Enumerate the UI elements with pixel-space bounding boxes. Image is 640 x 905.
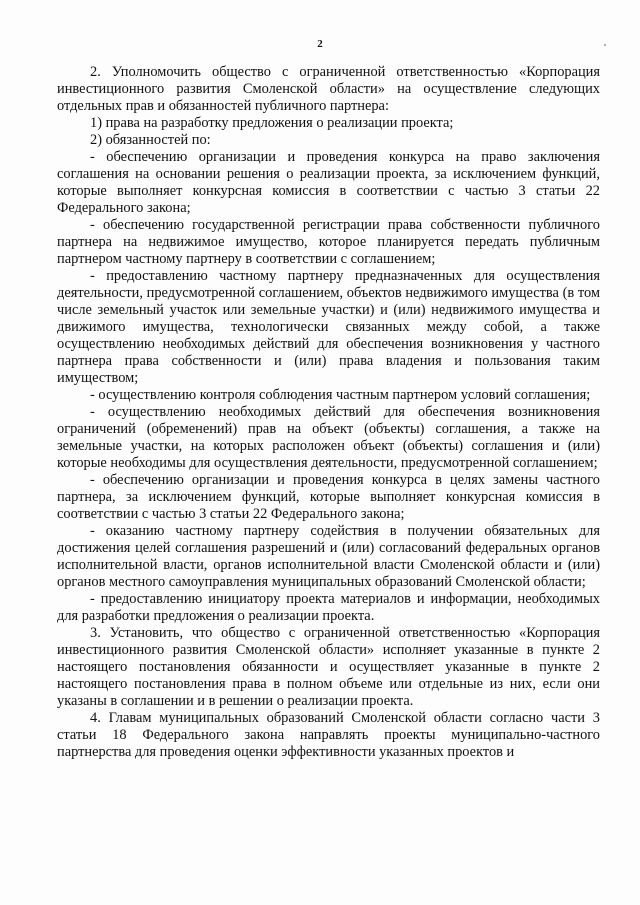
paragraph-obligation-partner-replacement: - обеспечению организации и проведения конкурса в целях замены частного партнера, за исключением функций, которые выполняет конкурсная комиссия в соответствии с частью 3 статьи 22 Федерального закона; (57, 472, 600, 522)
paragraph-obligation-provision: - предоставлению частному партнеру предназначенных для осуществления деятельности, предусмотренной соглашением, объектов недвижимого имущества (в том числе земельный участок или земельные участки) и (или) недвижимого имущества и движимого имущества, технологически связанных между собой, а также осуществлению необходимых действий для обеспечения возникновения у частного партнера права собственности и (или) права владения и пользования таким имуществом; (57, 268, 600, 386)
paragraph-clause-4: 4. Главам муниципальных образований Смоленской области согласно части 3 статьи 18 Федерального закона направлять проекты муниципально-частного партнерства для проведения оценки эффективности указанных проектов и (57, 710, 600, 760)
paragraph-rights: 1) права на разработку предложения о реализации проекта; (90, 115, 454, 131)
paragraph-obligation-materials: - предоставлению инициатору проекта материалов и информации, необходимых для разработки предложения о реализации проекта. (57, 591, 600, 624)
paragraph-obligation-competition: - обеспечению организации и проведения конкурса на право заключения соглашения на основании решения о реализации проекта, за исключением функций, которые выполняет конкурсная комиссия в соответствии с частью 3 статьи 22 Федерального закона; (57, 149, 600, 216)
paragraph-clause-2-intro: 2. Уполномочить общество с ограниченной ответственностью «Корпорация инвестиционного развития Смоленской области» на осуществление следующих отдельных прав и обязанностей публичного партнера: (57, 64, 600, 114)
paragraph-obligation-assistance: - оказанию частному партнеру содействия в получении обязательных для достижения целей соглашения разрешений и (или) согласований федеральных органов исполнительной власти, органов исполнительной власти Смоленской области и (или) органов местного самоуправления муниципальных образований Смоленской области; (57, 523, 600, 590)
paragraph-obligation-registration: - обеспечению государственной регистрации права собственности публичного партнера на недвижимое имущество, которое планируется передать публичным партнером частному партнеру в соответствии с соглашением; (57, 217, 600, 267)
document-body (57, 64, 600, 761)
paragraph-obligation-encumbrances: - осуществлению необходимых действий для обеспечения возникновения ограничений (обременений) прав на объект (объекты) соглашения, а также на земельные участки, на которых расположен объект (объекты) соглашения и (или) которые необходимы для осуществления деятельности, предусмотренной соглашением; (57, 404, 600, 471)
page-number: 2 (317, 38, 323, 50)
paragraph-obligations-heading: 2) обязанностей по: (90, 132, 211, 148)
paragraph-clause-3: 3. Установить, что общество с ограниченной ответственностью «Корпорация инвестиционного развития Смоленской области» исполняет указанные в пункте 2 настоящего постановления обязанности и осуществляет указанные в пункте 2 настоящего постановления права в полном объеме или отдельные из них, если они указаны в соглашении и в решении о реализации проекта. (57, 625, 600, 709)
paragraph-obligation-control: - осуществлению контроля соблюдения частным партнером условий соглашения; (90, 387, 591, 403)
